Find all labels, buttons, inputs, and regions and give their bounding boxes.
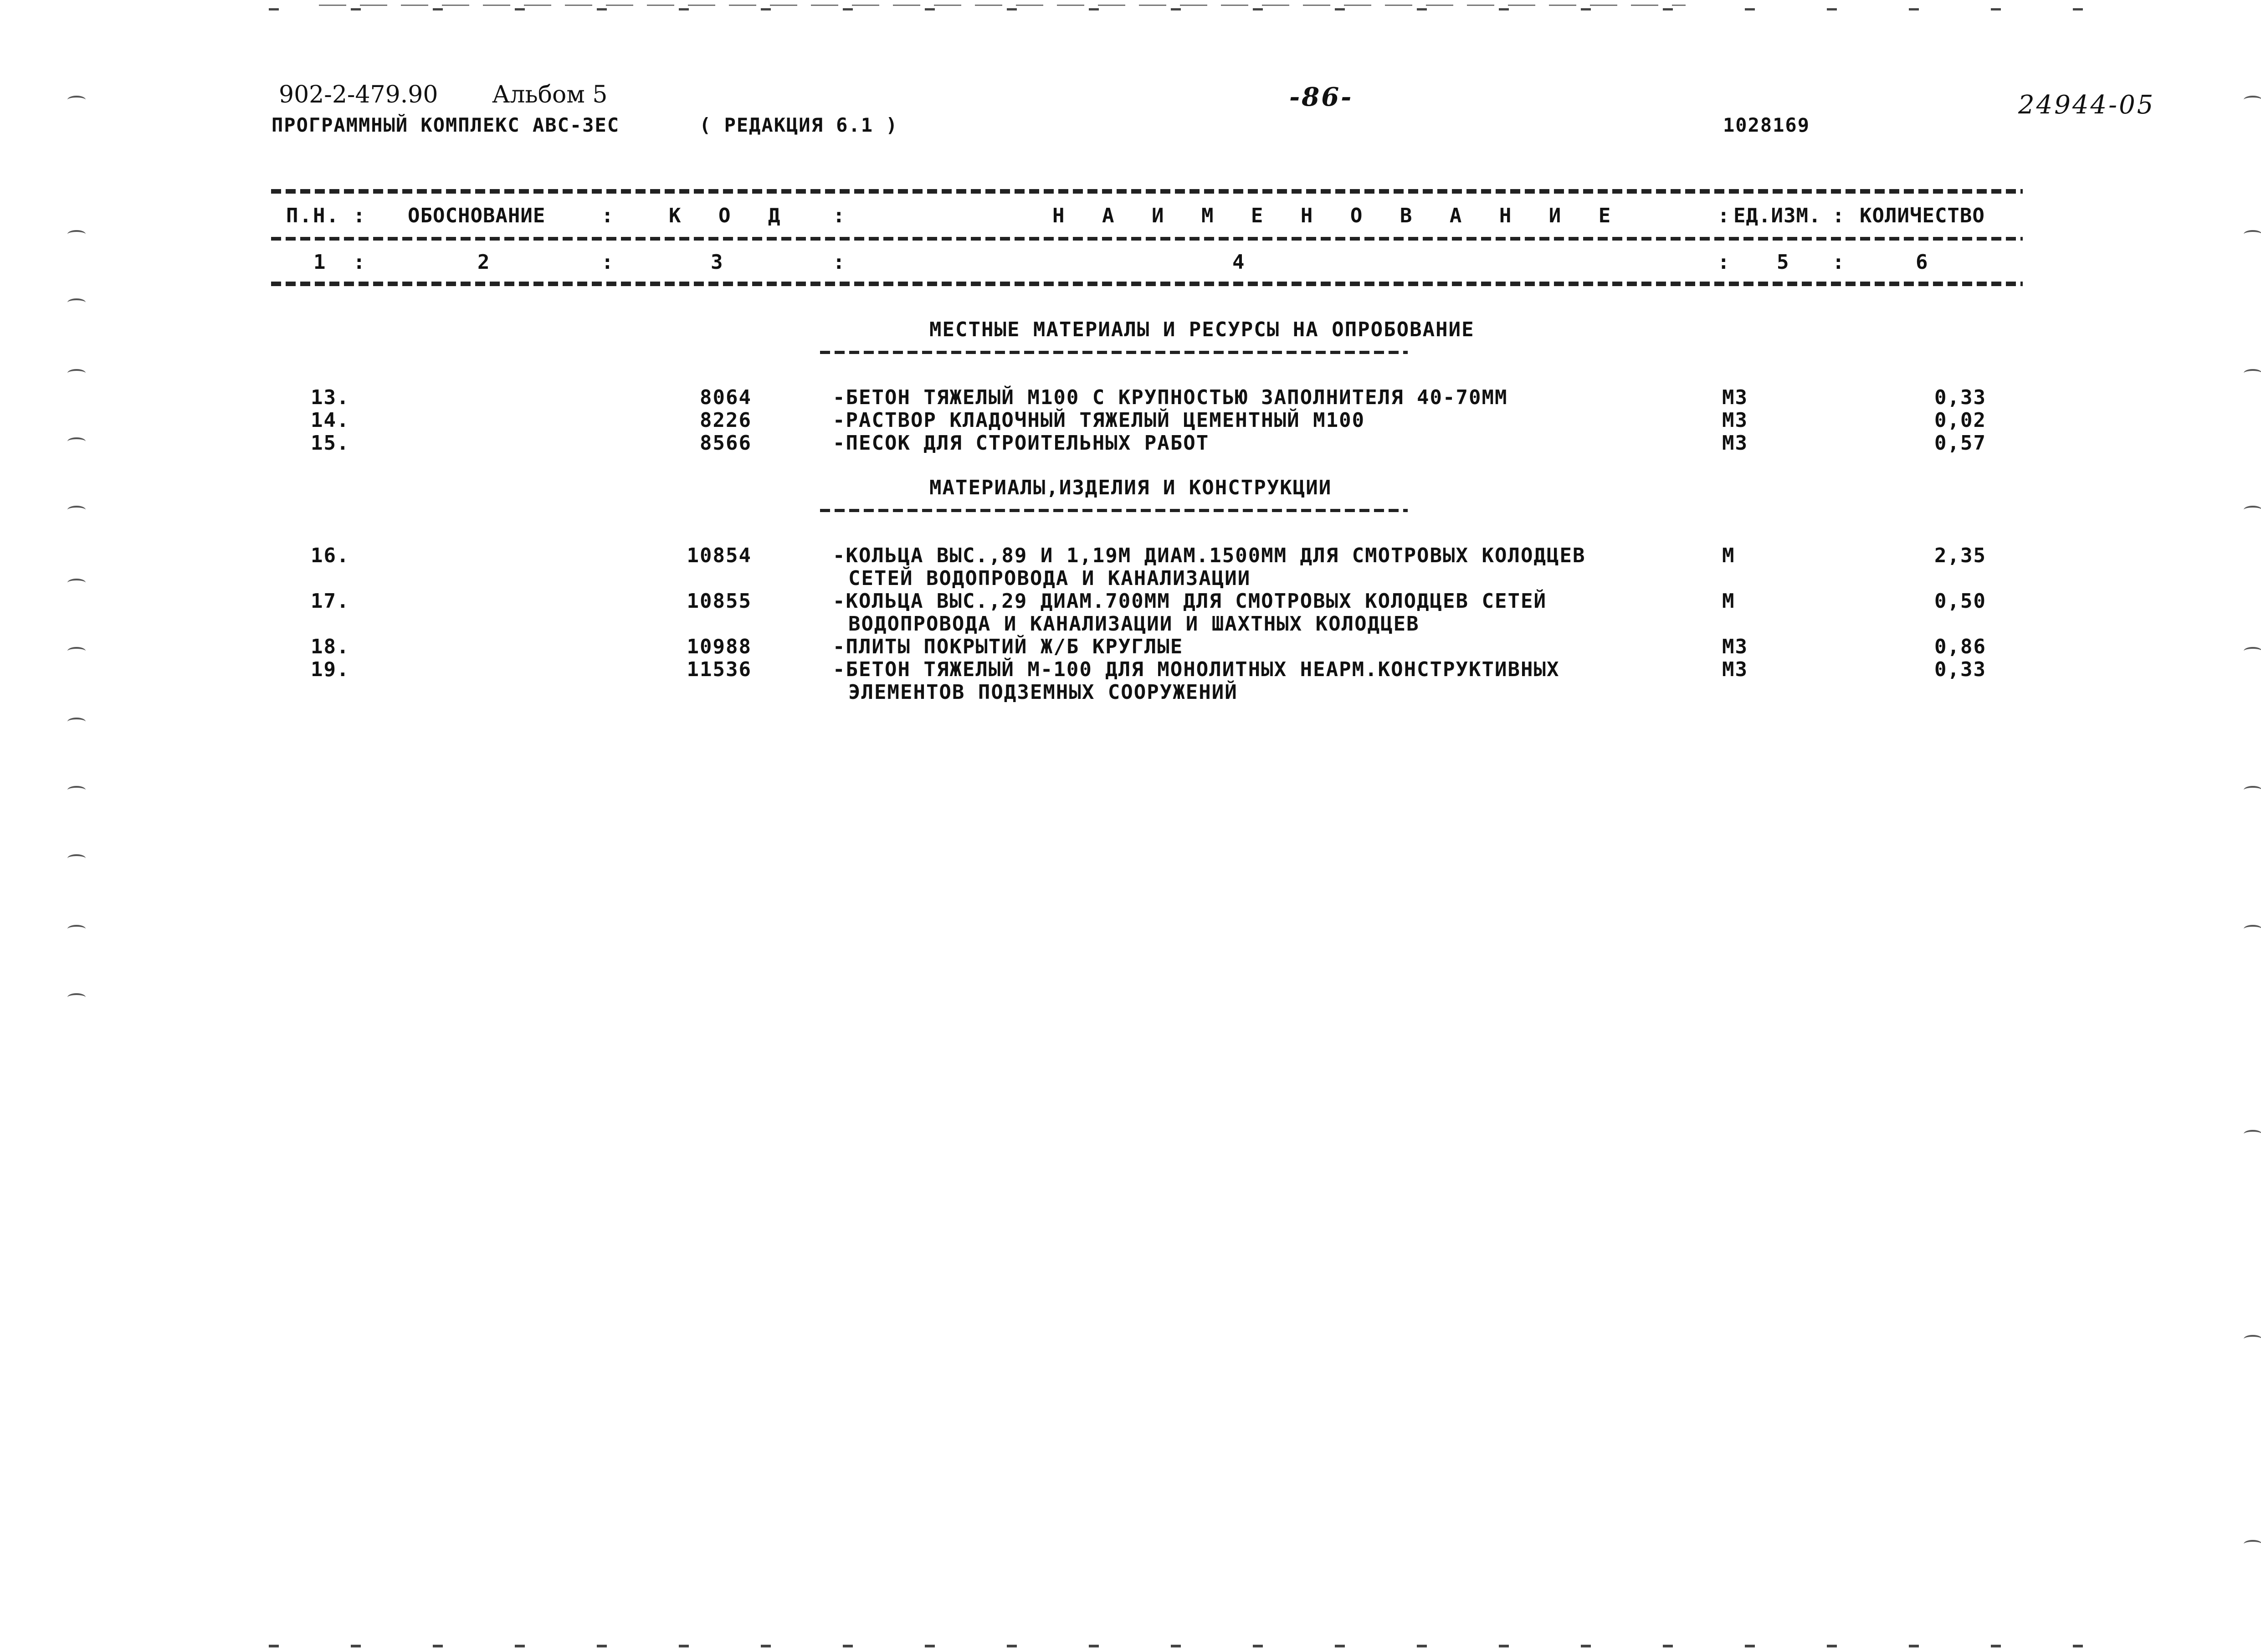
row-code: 8064	[700, 386, 752, 409]
edge-mark	[67, 579, 86, 587]
col-separator: :	[1718, 204, 1731, 227]
edge-mark	[2244, 1130, 2261, 1138]
row-qty: 0,57	[1934, 431, 1986, 455]
row-unit: М	[1722, 544, 1735, 567]
row-unit: М3	[1722, 635, 1748, 658]
edge-mark	[67, 786, 86, 794]
row-qty: 0,02	[1934, 409, 1986, 432]
row-name-continuation: ВОДОПРОВОДА И КАНАЛИЗАЦИИ И ШАХТНЫХ КОЛОДЦЕВ	[848, 612, 1420, 636]
edge-mark	[67, 437, 86, 446]
col-separator: :	[601, 251, 615, 274]
edge-mark	[2244, 925, 2261, 933]
row-number: 15.	[311, 431, 350, 455]
col-num-4: 4	[1232, 251, 1246, 274]
row-code: 10854	[687, 544, 752, 567]
edge-mark	[67, 506, 86, 514]
header-bottom-rule	[271, 282, 2023, 286]
col-separator: :	[353, 251, 367, 274]
row-name: -ПЛИТЫ ПОКРЫТИЙ Ж/Б КРУГЛЫЕ	[833, 635, 1184, 658]
section-underline	[820, 509, 1408, 512]
edge-mark	[2244, 96, 2261, 104]
edge-mark	[2244, 1540, 2261, 1548]
row-name-continuation: СЕТЕЙ ВОДОПРОВОДА И КАНАЛИЗАЦИИ	[848, 567, 1251, 590]
col-separator: :	[1832, 251, 1846, 274]
col-num-1: 1	[313, 251, 327, 274]
album-label: Альбом 5	[492, 81, 608, 108]
col-title-qty: КОЛИЧЕСТВО	[1860, 204, 1985, 227]
row-code: 10988	[687, 635, 752, 658]
row-name: -БЕТОН ТЯЖЕЛЫЙ М100 С КРУПНОСТЬЮ ЗАПОЛНИТЕЛЯ 40-70ММ	[833, 386, 1508, 409]
col-num-6: 6	[1916, 251, 1929, 274]
col-num-3: 3	[711, 251, 724, 274]
row-code: 8566	[700, 431, 752, 455]
row-unit: М3	[1722, 658, 1748, 681]
top-perforation-fine	[319, 5, 1686, 6]
bottom-perforation	[269, 1645, 2091, 1647]
row-number: 13.	[311, 386, 350, 409]
edge-mark	[67, 96, 86, 104]
col-separator: :	[601, 204, 615, 227]
row-name: -КОЛЬЦА ВЫС.,89 И 1,19М ДИАМ.1500ММ ДЛЯ СМОТРОВЫХ КОЛОДЦЕВ	[833, 544, 1586, 567]
col-num-2: 2	[477, 251, 491, 274]
edge-mark	[2244, 647, 2261, 655]
row-number: 16.	[311, 544, 350, 567]
edge-mark	[2244, 506, 2261, 514]
col-title-basis: ОБОСНОВАНИЕ	[408, 204, 546, 227]
edge-mark	[67, 298, 86, 307]
row-unit: М3	[1722, 409, 1748, 432]
edge-mark	[67, 718, 86, 726]
row-unit: М	[1722, 590, 1735, 613]
edge-mark	[67, 647, 86, 655]
section-title-materials: МАТЕРИАЛЫ,ИЗДЕЛИЯ И КОНСТРУКЦИИ	[929, 476, 1332, 499]
row-qty: 0,50	[1934, 590, 1986, 613]
col-title-name: Н А И М Е Н О В А Н И Е	[1052, 204, 1624, 227]
col-title-pn: П.Н.	[286, 204, 340, 227]
col-separator: :	[353, 204, 367, 227]
edge-mark	[2244, 1335, 2261, 1343]
col-title-code: К О Д	[669, 204, 793, 227]
header-mid-rule	[271, 237, 2023, 241]
row-name-continuation: ЭЛЕМЕНТОВ ПОДЗЕМНЫХ СООРУЖЕНИЙ	[848, 681, 1238, 704]
edge-mark	[2244, 786, 2261, 794]
header-top-rule	[271, 189, 2023, 194]
row-name: -ПЕСОК ДЛЯ СТРОИТЕЛЬНЫХ РАБОТ	[833, 431, 1210, 455]
col-separator: :	[1832, 204, 1846, 227]
col-title-unit: ЕД.ИЗМ.	[1733, 204, 1821, 227]
row-code: 11536	[687, 658, 752, 681]
section-title-local-materials: МЕСТНЫЕ МАТЕРИАЛЫ И РЕСУРСЫ НА ОПРОБОВАНИЕ	[929, 318, 1475, 341]
col-separator: :	[833, 204, 846, 227]
row-number: 14.	[311, 409, 350, 432]
edition-label: ( РЕДАКЦИЯ 6.1 )	[699, 114, 898, 136]
row-number: 19.	[311, 658, 350, 681]
edge-mark	[67, 993, 86, 1001]
col-num-5: 5	[1777, 251, 1790, 274]
row-unit: М3	[1722, 431, 1748, 455]
row-code: 8226	[700, 409, 752, 432]
row-qty: 0,33	[1934, 658, 1986, 681]
row-name: -БЕТОН ТЯЖЕЛЫЙ М-100 ДЛЯ МОНОЛИТНЫХ НЕАРМ.КОНСТРУКТИВНЫХ	[833, 658, 1560, 681]
edge-mark	[67, 925, 86, 933]
edge-mark	[2244, 230, 2261, 238]
edge-mark	[67, 854, 86, 862]
row-number: 18.	[311, 635, 350, 658]
col-separator: :	[833, 251, 846, 274]
row-qty: 0,33	[1934, 386, 1986, 409]
row-name: -РАСТВОР КЛАДОЧНЫЙ ТЯЖЕЛЫЙ ЦЕМЕНТНЫЙ М100	[833, 409, 1365, 432]
row-code: 10855	[687, 590, 752, 613]
page-number: -86-	[1289, 82, 1354, 112]
edge-mark	[2244, 369, 2261, 377]
doc-id: 1028169	[1723, 114, 1810, 136]
row-qty: 0,86	[1934, 635, 1986, 658]
row-name: -КОЛЬЦА ВЫС.,29 ДИАМ.700ММ ДЛЯ СМОТРОВЫХ КОЛОДЦЕВ СЕТЕЙ	[833, 590, 1547, 613]
program-name: ПРОГРАММНЫЙ КОМПЛЕКС АВС-ЗЕС	[272, 114, 620, 136]
row-unit: М3	[1722, 386, 1748, 409]
row-qty: 2,35	[1934, 544, 1986, 567]
edge-mark	[67, 369, 86, 377]
stamp-number: 24944-05	[2018, 90, 2155, 120]
section-underline	[820, 351, 1408, 354]
doc-code: 902-2-479.90	[279, 81, 438, 108]
top-perforation	[269, 8, 2091, 10]
col-separator: :	[1718, 251, 1731, 274]
row-number: 17.	[311, 590, 350, 613]
edge-mark	[67, 230, 86, 238]
